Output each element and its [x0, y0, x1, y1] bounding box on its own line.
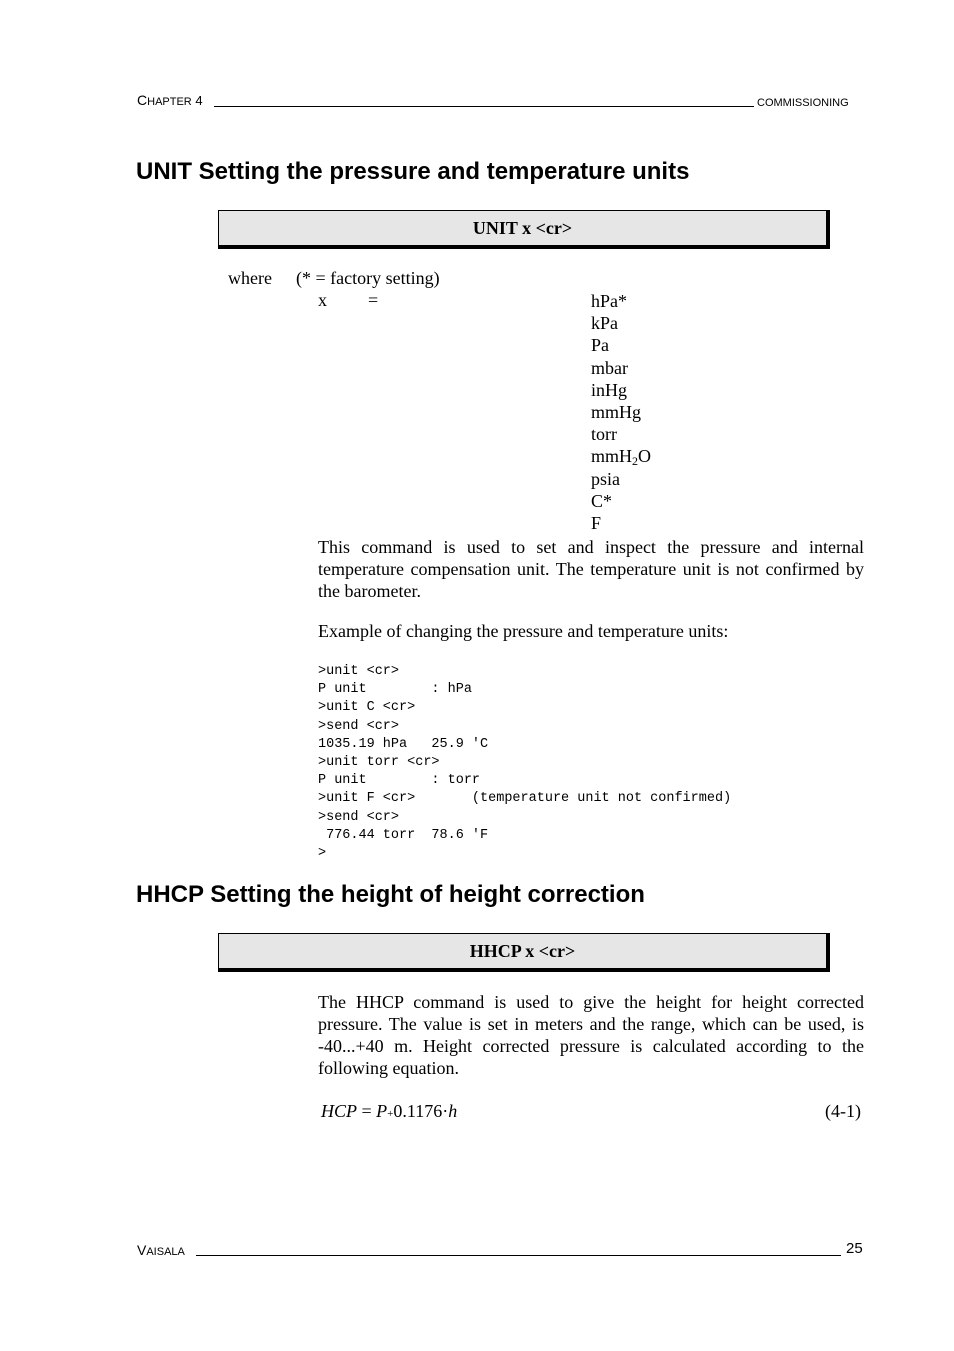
- unit-option: inHg: [591, 379, 627, 400]
- unit-option: kPa: [591, 313, 618, 334]
- hhcp-command: HHCP x <cr>: [469, 941, 576, 961]
- running-header-chapter: CHAPTER 4: [137, 92, 203, 108]
- code-line: >unit torr <cr>: [318, 754, 440, 770]
- page-number: 25: [846, 1240, 863, 1257]
- equals-sign: =: [368, 290, 379, 310]
- example-code-block: [318, 663, 731, 863]
- unit-option: Pa: [591, 335, 609, 356]
- unit-option: psia: [591, 468, 620, 489]
- code-line: P unit : torr: [318, 773, 481, 789]
- code-line: 776.44 torr 78.6 'F: [318, 827, 489, 843]
- unit-command-box: [218, 210, 830, 249]
- code-line: >unit F <cr> (temperature unit not confirmed): [318, 791, 732, 807]
- unit-command: UNIT x <cr>: [472, 218, 573, 238]
- code-line: >: [318, 845, 327, 861]
- hhcp-command-box: [218, 933, 830, 972]
- unit-option: torr: [591, 424, 617, 445]
- where-label: where: [228, 268, 272, 288]
- hhcp-heading: HHCP Setting the height of height correction: [136, 881, 645, 908]
- code-line: >send <cr>: [318, 809, 400, 825]
- factory-note: (* = factory setting): [296, 268, 440, 288]
- unit-heading: UNIT Setting the pressure and temperature units: [136, 158, 690, 185]
- example-intro: Example of changing the pressure and temperature units:: [318, 621, 729, 641]
- hhcp-description: The HHCP command is used to give the height for height corrected pressure. The value is set in meters and the range, which can be used, is -40...+40 m. Height corrected pressure is calculated according to the following equation.: [318, 992, 864, 1078]
- footer-brand: VAISALA: [137, 1242, 185, 1258]
- header-rule: [214, 106, 754, 107]
- unit-option-mmh2o: mmH$_2$O: [591, 446, 652, 469]
- running-header-section: COMMISSIONING: [757, 97, 849, 109]
- unit-option: mmHg: [591, 401, 642, 422]
- equation-number: (4-1): [825, 1101, 861, 1121]
- unit-option: mbar: [591, 357, 628, 378]
- unit-options-list: [591, 290, 651, 534]
- unit-description: This command is used to set and inspect the pressure and internal temperature compensation unit. The temperature unit is not confirmed by the barometer.: [318, 537, 864, 601]
- code-line: >unit C <cr>: [318, 700, 416, 716]
- equation: HCP = P+0.1176·h: [321, 1101, 458, 1121]
- code-line: >send <cr>: [318, 718, 400, 734]
- code-line: >unit <cr>: [318, 664, 400, 679]
- x-label: x: [318, 290, 327, 310]
- unit-option: C*: [591, 490, 613, 511]
- footer-rule: [196, 1255, 841, 1256]
- code-line: 1035.19 hPa 25.9 'C: [318, 736, 489, 752]
- code-line: P unit : hPa: [318, 682, 472, 698]
- unit-option: F: [591, 512, 602, 533]
- unit-option: hPa*: [591, 291, 627, 311]
